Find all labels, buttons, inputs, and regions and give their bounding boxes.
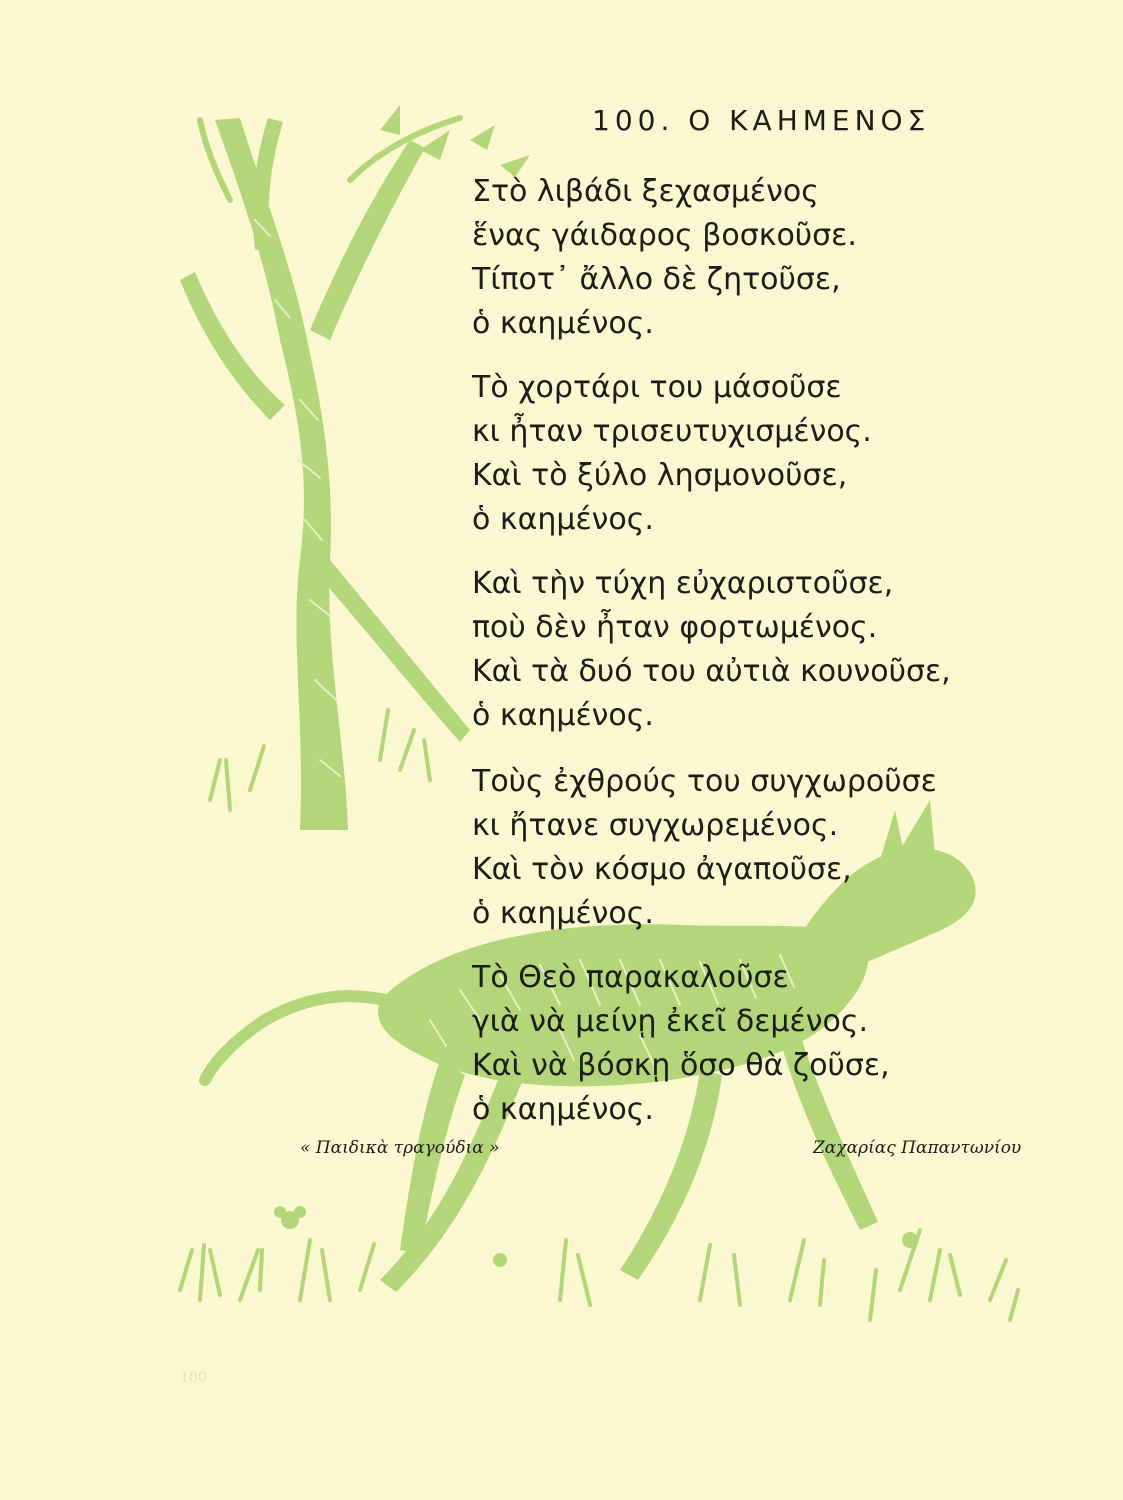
poem-line: ἕνας γάιδαρος βοσκοῦσε. bbox=[472, 218, 857, 253]
poem-line: Καὶ τὰ δυό του αὐτιὰ κουνοῦσε, bbox=[472, 654, 951, 689]
poem-line: Καὶ νὰ βόσκῃ ὅσο θὰ ζοῦσε, bbox=[472, 1048, 890, 1083]
poem-line: κι ἦταν τρισευτυχισμένος. bbox=[472, 414, 872, 449]
tree-branch-right bbox=[310, 140, 425, 340]
author-attribution: Ζαχαρίας Παπαντωνίου bbox=[813, 1138, 1022, 1158]
poem-line: Τὸ Θεὸ παρακαλοῦσε bbox=[472, 960, 789, 995]
source-attribution: « Παιδικὰ τραγούδια » bbox=[300, 1138, 500, 1158]
poem-line: κι ἤτανε συγχωρεμένος. bbox=[472, 808, 839, 843]
stanza-4 bbox=[472, 760, 937, 936]
poem-line-refrain: ὁ καημένος. bbox=[472, 896, 654, 931]
poem-line: γιὰ νὰ μείνῃ ἐκεῖ δεμένος. bbox=[472, 1004, 868, 1039]
poem-line-refrain: ὁ καημένος. bbox=[472, 698, 654, 733]
stanza-5 bbox=[472, 956, 890, 1132]
stanza-1 bbox=[472, 170, 857, 346]
poem-line-refrain: ὁ καημένος. bbox=[472, 502, 654, 537]
poem-line-refrain: ὁ καημένος. bbox=[472, 1092, 654, 1127]
poem-line-refrain: ὁ καημένος. bbox=[472, 306, 654, 341]
tree-branch-upper bbox=[253, 118, 283, 250]
poem-line: Τὸ χορτάρι του μάσοῦσε bbox=[472, 370, 842, 405]
poem-title: 100. Ο ΚΑΗΜΕΝΟΣ bbox=[592, 104, 931, 137]
stanza-3 bbox=[472, 562, 951, 738]
tree-branch-lower bbox=[318, 560, 470, 742]
tree-trunk bbox=[215, 118, 348, 830]
poem-line: Τίποτ᾽ ἄλλο δὲ ζητοῦσε, bbox=[472, 262, 841, 297]
faint-page-number: 100 bbox=[180, 1370, 207, 1386]
poem-line: Καὶ τὸν κόσμο ἀγαποῦσε, bbox=[472, 852, 852, 887]
tree-branch-left bbox=[180, 272, 285, 420]
poem-line: Στὸ λιβάδι ξεχασμένος bbox=[472, 174, 819, 209]
poem-line: ποὺ δὲν ἦταν φορτωμένος. bbox=[472, 610, 878, 645]
poem-line: Τοὺς ἐχθρούς του συγχωροῦσε bbox=[472, 764, 937, 799]
poem-line: Καὶ τὸ ξύλο λησμονοῦσε, bbox=[472, 458, 848, 493]
stanza-2 bbox=[472, 366, 872, 542]
poem-line: Καὶ τὴν τύχη εὐχαριστοῦσε, bbox=[472, 566, 894, 601]
donkey-tail bbox=[205, 996, 385, 1080]
